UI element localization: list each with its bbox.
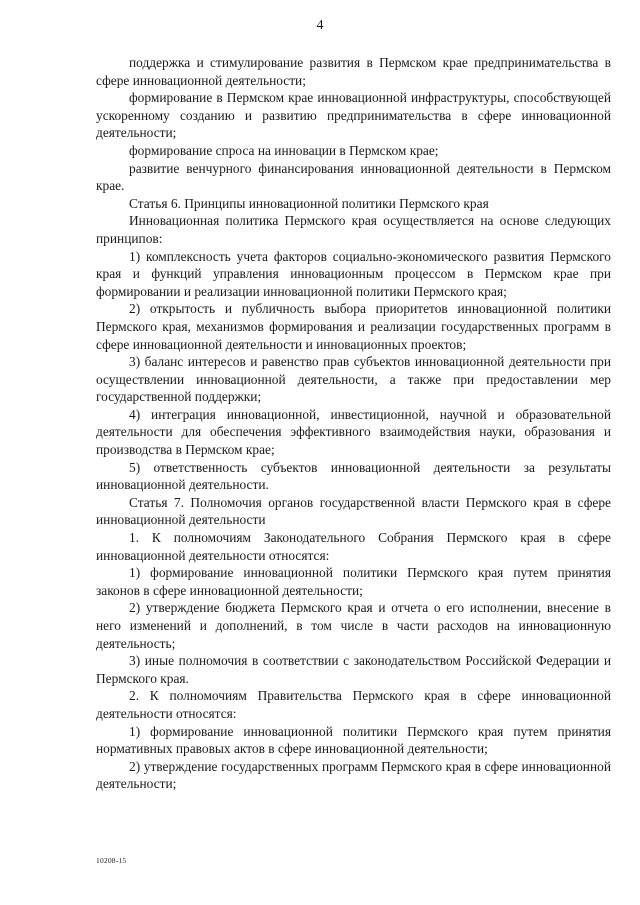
- paragraph: формирование спроса на инновации в Пермском крае;: [129, 142, 439, 158]
- document-code: 10208-15: [96, 856, 127, 865]
- list-item: 5) ответственность субъектов инновационной деятельности за результаты инновационной деятельности.: [96, 459, 611, 493]
- list-item: 4) интеграция инновационной, инвестиционной, научной и образовательной деятельности для обеспечения эффективного взаимодействия науки, образования и производства в Пермском крае;: [96, 406, 611, 458]
- list-item: 3) иные полномочия в соответствии с законодательством Российской Федерации и Пермского края.: [96, 653, 611, 686]
- paragraph: 2. К полномочиям Правительства Пермского края в сфере инновационной деятельности относятся:: [96, 688, 611, 721]
- paragraph: развитие венчурного финансирования инновационной деятельности в Пермском крае.: [96, 160, 611, 194]
- article-7-heading: Статья 7. Полномочия органов государственной власти Пермского края в сфере инновационной деятельности: [96, 494, 611, 528]
- paragraph: 1. К полномочиям Законодательного Собрания Пермского края в сфере инновационной деятельности относятся:: [96, 530, 611, 563]
- list-item: 1) формирование инновационной политики Пермского края путем принятия нормативных правовых актов в сфере инновационной деятельности;: [96, 723, 611, 757]
- list-item: 2) утверждение бюджета Пермского края и отчета о его исполнении, внесение в него изменений и дополнений, в том числе в части расходов на инновационную деятельность;: [96, 600, 611, 651]
- paragraph: поддержка и стимулирование развития в Пермском крае предпринимательства в сфере инновационной деятельности;: [96, 55, 611, 88]
- list-item: 2) открытость и публичность выбора приоритетов инновационной политики Пермского края, механизмов формирования и реализации государственных программ в сфере инновационной деятельности и инновационных проектов;: [96, 301, 611, 352]
- article-6-heading: Статья 6. Принципы инновационной политики Пермского края: [129, 195, 489, 211]
- list-item: 2) утверждение государственных программ Пермского края в сфере инновационной деятельности;: [96, 758, 611, 792]
- list-item: 1) комплексность учета факторов социально-экономического развития Пермского края и функций управления инновационным процессом в Пермском крае при формировании и реализации инновационной политики Пермского края;: [96, 248, 611, 299]
- list-item: 1) формирование инновационной политики Пермского края путем принятия законов в сфере инновационной деятельности;: [96, 565, 611, 598]
- page-number: 4: [316, 18, 324, 33]
- paragraph: формирование в Пермском крае инновационной инфраструктуры, способствующей ускоренному созданию и развитию предпринимательства в сфере инновационной деятельности;: [96, 90, 611, 141]
- list-item: 3) баланс интересов и равенство прав субъектов инновационной деятельности при осуществлении инновационной деятельности, а также при предоставлении мер государственной поддержки;: [96, 354, 611, 405]
- document-body: [96, 54, 611, 793]
- paragraph: Инновационная политика Пермского края осуществляется на основе следующих принципов:: [96, 213, 611, 246]
